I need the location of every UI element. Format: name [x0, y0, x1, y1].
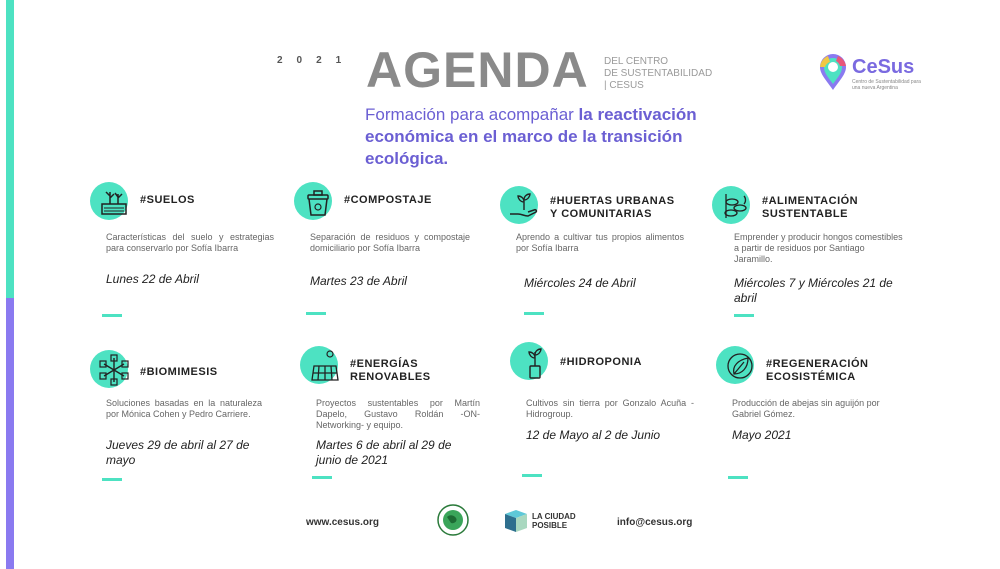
card-divider: [312, 476, 332, 479]
cesus-logo-text: CeSus: [852, 56, 915, 78]
sidebar-stripe-green: [6, 0, 14, 298]
card-date: 12 de Mayo al 2 de Junio: [526, 428, 661, 442]
card-title: #ALIMENTACIÓN SUSTENTABLE: [762, 195, 859, 220]
card-description: Producción de abejas sin aguijón por Gabriel Gómez.: [732, 398, 880, 419]
card-description: Proyectos sustentables por Martín Dapelo, Gustavo Roldán -ON-Networking- y equipo.: [316, 398, 480, 430]
hand-sprout-icon: [506, 188, 542, 224]
card-divider: [102, 478, 122, 481]
card-title: #HUERTAS URBANAS Y COMUNITARIAS: [550, 195, 675, 220]
card-description: Soluciones basadas en la naturaleza por Mónica Cohen y Pedro Carriere.: [106, 398, 262, 419]
card-title: #HIDROPONIA: [560, 356, 642, 368]
card-date: Martes 6 de abril al 29 de junio de 2021: [316, 438, 452, 467]
card-date: Mayo 2021: [732, 428, 792, 442]
workshop-card-huertas: [500, 186, 684, 326]
cesus-logo-tagline: Centro de Sustentabilidad para una nueva Argentina: [852, 79, 921, 91]
solar-panel-icon: [306, 348, 342, 384]
headline-bold: la reactivación económica en el marco de la transición ecológica.: [365, 105, 697, 168]
card-title: #REGENERACIÓN ECOSISTÉMICA: [766, 358, 869, 383]
fungi-food-icon: [718, 188, 754, 224]
headline-plain: Formación para acompañar: [365, 105, 579, 124]
card-divider: [734, 314, 754, 317]
agenda-subtitle: [604, 56, 712, 92]
agenda-title: AGENDA: [366, 42, 589, 98]
agenda-subtitle-line: | CESUS: [604, 80, 644, 91]
hydroponic-plant-icon: [516, 344, 552, 380]
compost-bin-icon: [300, 184, 336, 220]
card-description: Características del suelo y estrategias para conservarlo por Sofía Ibarra: [106, 232, 274, 253]
cesus-logo: [818, 52, 928, 94]
card-description: Emprender y producir hongos comestibles a partir de residuos por Santiago Jaramillo.: [734, 232, 903, 264]
card-divider: [306, 312, 326, 315]
cesus-logo-icon: [818, 54, 848, 92]
la-ciudad-posible-logo: [503, 510, 583, 532]
workshop-card-energias: [300, 346, 480, 486]
card-title: #BIOMIMESIS: [140, 366, 218, 378]
workshop-card-compostaje: [294, 182, 474, 322]
card-title: #ENERGÍAS RENOVABLES: [350, 358, 431, 383]
soil-plant-icon: [96, 184, 132, 220]
partner-name: LA CIUDAD POSIBLE: [532, 512, 576, 530]
card-description: Cultivos sin tierra por Gonzalo Acuña - Hidrogroup.: [526, 398, 694, 419]
agenda-subtitle-line: DEL CENTRO: [604, 56, 669, 67]
workshop-card-regeneracion: [716, 346, 896, 486]
card-divider: [102, 314, 122, 317]
card-date: Martes 23 de Abril: [310, 274, 407, 288]
headline: [365, 104, 745, 170]
card-date: Jueves 29 de abril al 27 de mayo: [106, 438, 250, 467]
snowflake-cubes-icon: [96, 352, 132, 388]
workshop-card-alimentacion: [712, 186, 903, 326]
leaf-globe-icon: [722, 348, 758, 384]
card-divider: [728, 476, 748, 479]
card-title: #SUELOS: [140, 194, 195, 206]
workshop-card-suelos: [90, 182, 274, 322]
card-title: #COMPOSTAJE: [344, 194, 432, 206]
agenda-subtitle-line: DE SUSTENTABILIDAD: [604, 68, 713, 79]
website-link[interactable]: www.cesus.org: [306, 517, 379, 528]
card-divider: [524, 312, 544, 315]
workshop-card-hidroponia: [510, 342, 694, 482]
card-description: Aprendo a cultivar tus propios alimentos por Sofía Ibarra: [516, 232, 684, 253]
year-label: 2021: [277, 55, 356, 66]
card-description: Separación de residuos y compostaje domiciliario por Sofía Ibarra: [310, 232, 470, 253]
globe-seal-logo: [436, 503, 470, 537]
card-date: Miércoles 7 y Miércoles 21 de abril: [734, 276, 893, 305]
email-link[interactable]: info@cesus.org: [617, 517, 693, 528]
workshop-card-biomimesis: [90, 350, 270, 490]
card-date: Miércoles 24 de Abril: [524, 276, 636, 290]
sidebar-stripe-purple: [6, 298, 14, 569]
card-divider: [522, 474, 542, 477]
card-date: Lunes 22 de Abril: [106, 272, 199, 286]
cube-mark-icon: [503, 510, 529, 532]
